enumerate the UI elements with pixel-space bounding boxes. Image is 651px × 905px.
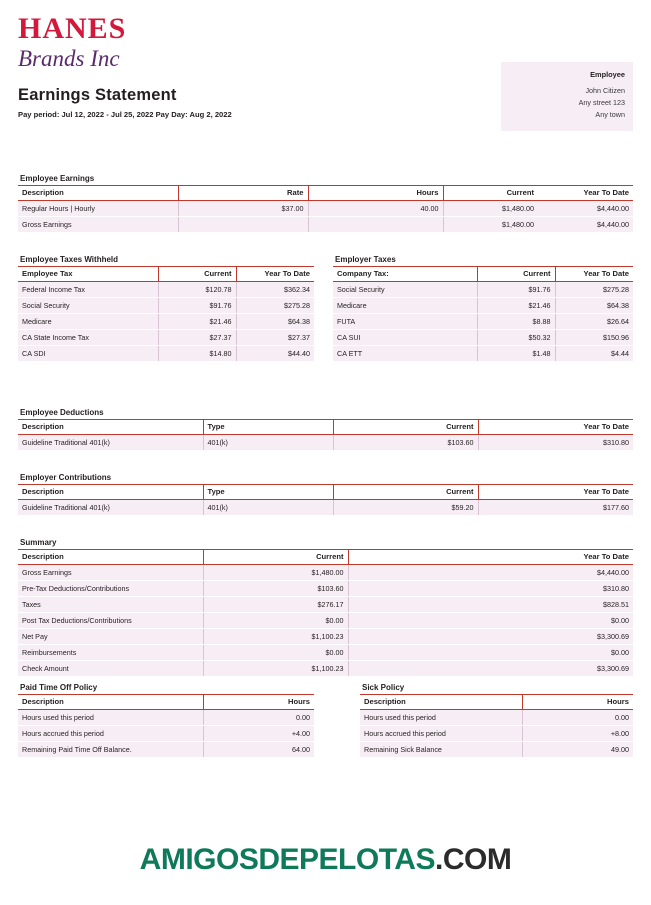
cell-description: Guideline Traditional 401(k) xyxy=(18,435,203,451)
table-header-row xyxy=(18,186,633,201)
watermark-part1: AMIGOSDEPELOTAS xyxy=(139,843,435,876)
table-row xyxy=(18,597,633,613)
cell-current: $21.46 xyxy=(477,298,555,314)
cell-tax-name: Social Security xyxy=(18,298,158,314)
watermark-part2: .COM xyxy=(434,843,512,876)
pto-policy-table xyxy=(18,694,314,758)
cell-current: $50.32 xyxy=(477,330,555,346)
watermark xyxy=(0,843,651,877)
col-hours: Hours xyxy=(522,695,633,710)
cell-ytd: $362.34 xyxy=(236,282,314,298)
col-description: Description xyxy=(360,695,522,710)
summary-title: Summary xyxy=(20,538,57,547)
cell-current: $1,480.00 xyxy=(443,201,538,217)
cell-current: $120.78 xyxy=(158,282,236,298)
table-row xyxy=(18,217,633,233)
col-hours: Hours xyxy=(203,695,314,710)
cell-current: $27.37 xyxy=(158,330,236,346)
cell-description: Remaining Sick Balance xyxy=(360,742,522,758)
section-sick-policy xyxy=(360,683,633,758)
table-row xyxy=(18,565,633,581)
sick-policy-title: Sick Policy xyxy=(362,683,405,692)
section-employee-deductions xyxy=(18,408,633,451)
table-row xyxy=(18,581,633,597)
cell-tax-name: Federal Income Tax xyxy=(18,282,158,298)
section-employer-contributions xyxy=(18,473,633,516)
table-row xyxy=(18,314,314,330)
pto-policy-title: Paid Time Off Policy xyxy=(20,683,98,692)
cell-ytd: $4,440.00 xyxy=(538,201,633,217)
cell-type: 401(k) xyxy=(203,500,333,516)
cell-description: Regular Hours | Hourly xyxy=(18,201,178,217)
cell-ytd: $0.00 xyxy=(478,613,633,629)
table-row xyxy=(360,726,633,742)
table-header-row xyxy=(333,267,633,282)
table-row xyxy=(18,346,314,362)
employee-info-box xyxy=(501,62,633,131)
table-row xyxy=(18,435,633,451)
col-current: Current xyxy=(203,550,348,565)
cell-ytd: $275.28 xyxy=(555,282,633,298)
cell-ytd: $177.60 xyxy=(478,500,633,516)
cell-hours: 0.00 xyxy=(522,710,633,726)
cell-description: Gross Earnings xyxy=(18,217,178,233)
col-current: Current xyxy=(158,267,236,282)
col-ytd: Year To Date xyxy=(478,420,633,435)
pay-period-text: Pay period: Jul 12, 2022 - Jul 25, 2022 Pay Day: Aug 2, 2022 xyxy=(18,110,232,119)
cell-tax-name: CA SUI xyxy=(333,330,477,346)
table-row xyxy=(18,645,633,661)
cell-ytd: $828.51 xyxy=(478,597,633,613)
cell-ytd: $275.28 xyxy=(236,298,314,314)
cell-current: $276.17 xyxy=(203,597,348,613)
table-row xyxy=(18,661,633,677)
cell-current: $1,100.23 xyxy=(203,629,348,645)
section-employer-taxes xyxy=(333,255,633,362)
employee-earnings-title: Employee Earnings xyxy=(20,174,95,183)
cell-hours xyxy=(308,217,443,233)
section-pto-policy xyxy=(18,683,314,758)
col-ytd: Year To Date xyxy=(478,550,633,565)
cell-rate xyxy=(178,217,308,233)
col-ytd: Year To Date xyxy=(236,267,314,282)
cell-tax-name: Medicare xyxy=(18,314,158,330)
cell-spacer xyxy=(348,645,478,661)
cell-ytd: $310.80 xyxy=(478,435,633,451)
table-row xyxy=(18,500,633,516)
cell-hours: 64.00 xyxy=(203,742,314,758)
cell-ytd: $4,440.00 xyxy=(538,217,633,233)
cell-hours: +4.00 xyxy=(203,726,314,742)
cell-spacer xyxy=(348,629,478,645)
cell-description: Reimbursements xyxy=(18,645,203,661)
col-description: Description xyxy=(18,550,203,565)
cell-ytd: $4.44 xyxy=(555,346,633,362)
cell-current: $91.76 xyxy=(158,298,236,314)
cell-spacer xyxy=(348,597,478,613)
cell-spacer xyxy=(348,565,478,581)
employee-deductions-table xyxy=(18,419,633,451)
cell-current: $21.46 xyxy=(158,314,236,330)
employee-earnings-table xyxy=(18,185,633,233)
table-row xyxy=(18,742,314,758)
col-ytd: Year To Date xyxy=(478,485,633,500)
col-ytd: Year To Date xyxy=(538,186,633,201)
table-header-row xyxy=(18,695,314,710)
col-description: Description xyxy=(18,420,203,435)
cell-ytd: $3,300.69 xyxy=(478,661,633,677)
table-row xyxy=(360,710,633,726)
section-employee-earnings xyxy=(18,174,633,233)
cell-current: $59.20 xyxy=(333,500,478,516)
cell-description: Hours used this period xyxy=(18,710,203,726)
employee-taxes-table xyxy=(18,266,314,362)
cell-hours: +8.00 xyxy=(522,726,633,742)
cell-current: $8.88 xyxy=(477,314,555,330)
cell-description: Gross Earnings xyxy=(18,565,203,581)
cell-ytd: $26.64 xyxy=(555,314,633,330)
table-row xyxy=(18,282,314,298)
section-summary xyxy=(18,538,633,677)
col-current: Current xyxy=(443,186,538,201)
table-header-row xyxy=(18,267,314,282)
col-description: Description xyxy=(18,485,203,500)
employer-contributions-table xyxy=(18,484,633,516)
col-current: Current xyxy=(477,267,555,282)
employee-address-line1: Any street 123 xyxy=(578,97,625,107)
cell-ytd: $44.40 xyxy=(236,346,314,362)
cell-description: Guideline Traditional 401(k) xyxy=(18,500,203,516)
cell-description: Hours used this period xyxy=(360,710,522,726)
cell-ytd: $27.37 xyxy=(236,330,314,346)
cell-current: $14.80 xyxy=(158,346,236,362)
col-hours: Hours xyxy=(308,186,443,201)
col-type: Type xyxy=(203,420,333,435)
cell-current: $91.76 xyxy=(477,282,555,298)
cell-type: 401(k) xyxy=(203,435,333,451)
logo-hanes-text: HANES xyxy=(18,12,127,45)
cell-spacer xyxy=(348,613,478,629)
cell-description: Check Amount xyxy=(18,661,203,677)
title-block xyxy=(18,86,232,119)
col-ytd: Year To Date xyxy=(555,267,633,282)
table-row xyxy=(18,613,633,629)
cell-description: Remaining Paid Time Off Balance. xyxy=(18,742,203,758)
cell-ytd: $64.38 xyxy=(236,314,314,330)
sick-policy-table xyxy=(360,694,633,758)
cell-spacer xyxy=(348,661,478,677)
table-row xyxy=(333,330,633,346)
cell-hours: 49.00 xyxy=(522,742,633,758)
cell-current: $0.00 xyxy=(203,645,348,661)
cell-current: $1,480.00 xyxy=(203,565,348,581)
cell-current: $1.48 xyxy=(477,346,555,362)
employee-deductions-title: Employee Deductions xyxy=(20,408,104,417)
cell-hours: 0.00 xyxy=(203,710,314,726)
col-description: Description xyxy=(18,186,178,201)
cell-current: $103.60 xyxy=(203,581,348,597)
cell-description: Post Tax Deductions/Contributions xyxy=(18,613,203,629)
table-row xyxy=(333,314,633,330)
cell-description: Pre-Tax Deductions/Contributions xyxy=(18,581,203,597)
col-spacer xyxy=(348,550,478,565)
table-header-row xyxy=(18,485,633,500)
cell-ytd: $64.38 xyxy=(555,298,633,314)
employee-heading: Employee xyxy=(590,70,625,79)
cell-ytd: $310.80 xyxy=(478,581,633,597)
cell-ytd: $4,440.00 xyxy=(478,565,633,581)
table-header-row xyxy=(18,420,633,435)
cell-description: Taxes xyxy=(18,597,203,613)
table-row xyxy=(18,330,314,346)
cell-current: $1,100.23 xyxy=(203,661,348,677)
table-row xyxy=(333,282,633,298)
employee-name: John Citizen xyxy=(585,86,625,95)
table-row xyxy=(333,298,633,314)
cell-hours: 40.00 xyxy=(308,201,443,217)
col-rate: Rate xyxy=(178,186,308,201)
employee-taxes-title: Employee Taxes Withheld xyxy=(20,255,119,264)
cell-tax-name: CA ETT xyxy=(333,346,477,362)
cell-ytd: $0.00 xyxy=(478,645,633,661)
cell-tax-name: Medicare xyxy=(333,298,477,314)
cell-tax-name: CA SDI xyxy=(18,346,158,362)
cell-tax-name: Social Security xyxy=(333,282,477,298)
cell-description: Net Pay xyxy=(18,629,203,645)
cell-description: Hours accrued this period xyxy=(360,726,522,742)
col-current: Current xyxy=(333,420,478,435)
table-row xyxy=(18,298,314,314)
table-row xyxy=(18,710,314,726)
employer-taxes-table xyxy=(333,266,633,362)
cell-ytd: $150.96 xyxy=(555,330,633,346)
cell-current: $103.60 xyxy=(333,435,478,451)
page-title: Earnings Statement xyxy=(18,86,177,104)
cell-tax-name: FUTA xyxy=(333,314,477,330)
logo-brands-text: Brands Inc xyxy=(18,46,120,71)
col-employee-tax: Employee Tax xyxy=(18,267,158,282)
summary-table xyxy=(18,549,633,677)
cell-description: Hours accrued this period xyxy=(18,726,203,742)
col-description: Description xyxy=(18,695,203,710)
section-employee-taxes xyxy=(18,255,314,362)
cell-ytd: $3,300.69 xyxy=(478,629,633,645)
employee-address-line2: Any town xyxy=(595,109,625,119)
cell-rate: $37.00 xyxy=(178,201,308,217)
cell-tax-name: CA State Income Tax xyxy=(18,330,158,346)
col-company-tax: Company Tax: xyxy=(333,267,477,282)
col-type: Type xyxy=(203,485,333,500)
cell-current: $0.00 xyxy=(203,613,348,629)
table-header-row xyxy=(18,550,633,565)
employer-taxes-title: Employer Taxes xyxy=(335,255,396,264)
table-row xyxy=(360,742,633,758)
cell-current: $1,480.00 xyxy=(443,217,538,233)
cell-spacer xyxy=(348,581,478,597)
company-logo xyxy=(18,14,126,71)
col-current: Current xyxy=(333,485,478,500)
table-row xyxy=(333,346,633,362)
employer-contributions-title: Employer Contributions xyxy=(20,473,112,482)
table-row xyxy=(18,726,314,742)
table-header-row xyxy=(360,695,633,710)
table-row xyxy=(18,201,633,217)
table-row xyxy=(18,629,633,645)
